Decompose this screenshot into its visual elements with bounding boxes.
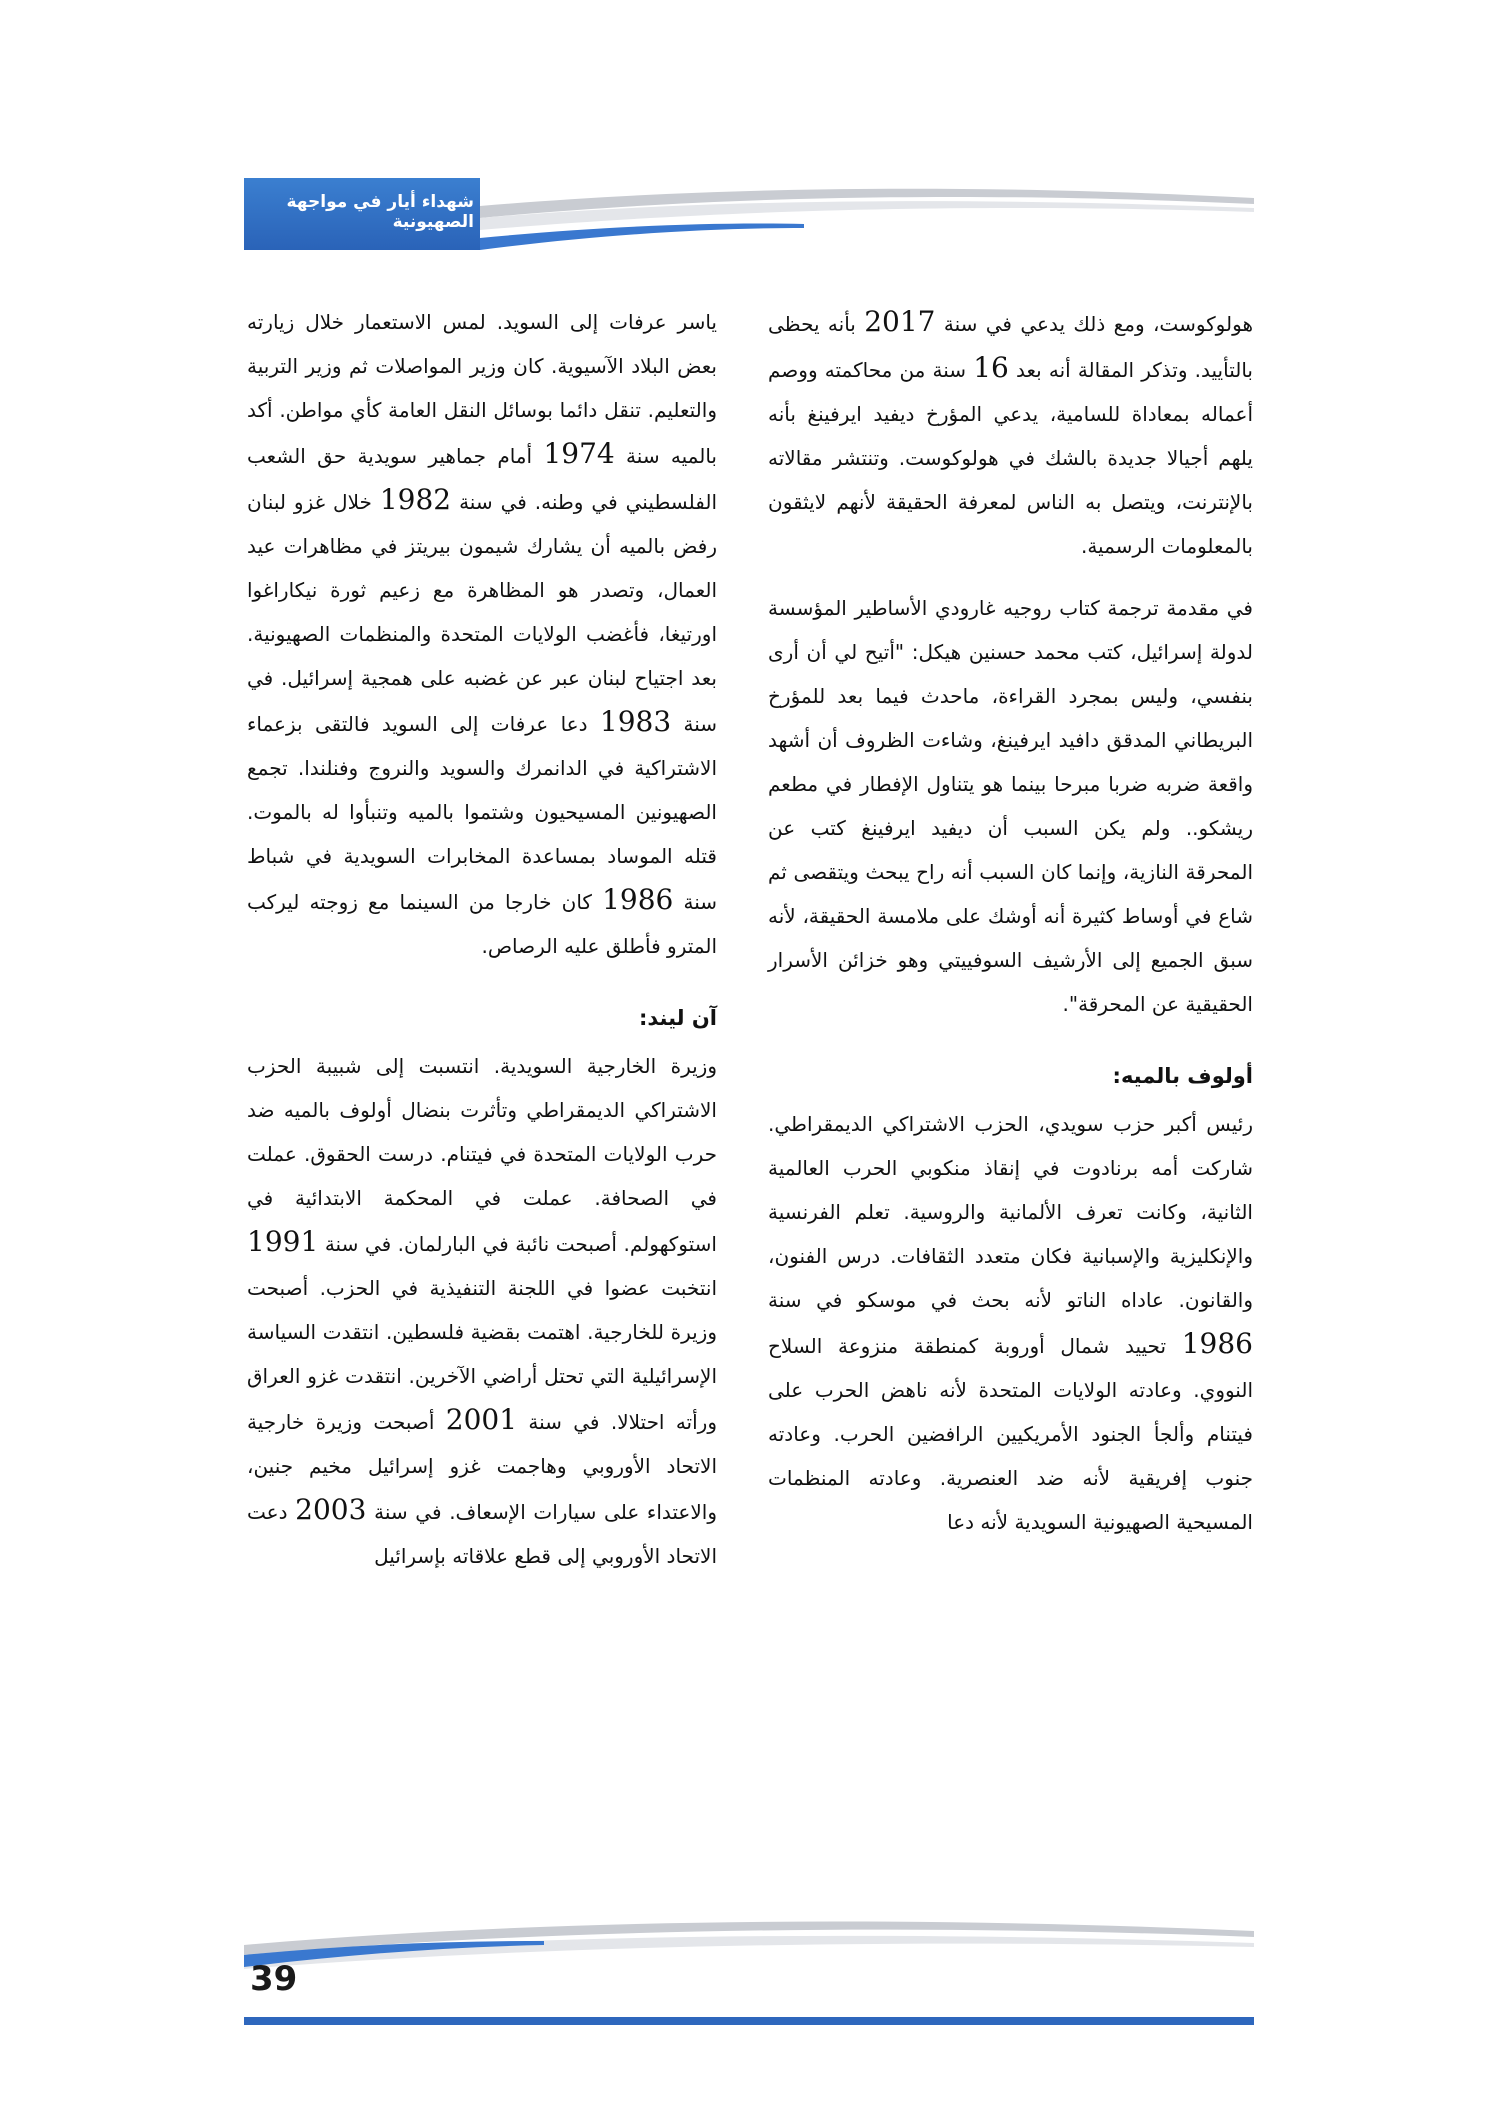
section-heading-olof-palme: أولوف بالميه: [1112, 1064, 1253, 1088]
left-column [247, 300, 717, 1596]
section-heading-anna-lindh: آن ليند: [639, 1006, 717, 1030]
footer-swoosh [244, 1915, 1254, 1975]
paragraph-palme-continued: ياسر عرفات إلى السويد. لمس الاستعمار خلال زيارته بعض البلاد الآسيوية. كان وزير المواصلات ثم وزير التربية والتعليم. تنقل دائما بوسائل النقل العامة كأي مواطن. أكد بالميه سنة 1974 أمام جماهير سويدية حق الشعب الفلسطيني في وطنه. في سنة 1982 خلال غزو لبنان رفض بالميه أن يشارك شيمون بيريتز في مظاهرات عيد العمال، وتصدر هو المظاهرة مع زعيم ثورة نيكاراغوا اورتيغا، فأغضب الولايات المتحدة والمنظمات الصهيونية. بعد اجتياح لبنان عبر عن غضبه على همجية إسرائيل. في سنة 1983 دعا عرفات إلى السويد فالتقى بزعماء الاشتراكية في الدانمرك والسويد والنروج وفنلندا. تجمع الصهيونين المسيحيون وشتموا بالميه وتنبأوا له بالموت. قتله الموساد بمساعدة المخابرات السويدية في شباط سنة 1986 كان خارجا من السينما مع زوجته ليركب المترو فأطلق عليه الرصاص. [247, 310, 718, 958]
paragraph-anna-lindh: وزيرة الخارجية السويدية. انتسبت إلى شبيبة الحزب الاشتراكي الديمقراطي وتأثرت بنضال أولوف بالميه ضد حرب الولايات المتحدة في فيتنام. درست الحقوق. عملت في الصحافة. عملت في المحكمة الابتدائية في استوكهولم. أصبحت نائبة في البارلمان. في سنة 1991 انتخبت عضوا في اللجنة التنفيذية في الحزب. أصبحت وزيرة للخارجية. اهتمت بقضية فلسطين. انتقدت السياسة الإسرائيلية التي تحتل أراضي الآخرين. انتقدت غزو العراق ورأته احتلالا. في سنة 2001 أصبحت وزيرة خارجية الاتحاد الأوروبي وهاجمت غزو إسرائيل مخيم جنين، والاعتداء على سيارات الإسعاف. في سنة 2003 دعت الاتحاد الأوروبي إلى قطع علاقاته بإسرائيل [247, 1054, 717, 1568]
footer-rule [244, 2017, 1254, 2025]
right-column [768, 300, 1253, 1562]
header-title-tab [244, 178, 480, 250]
page-number: 39 [250, 1959, 298, 1999]
header-title: شهداء أيار في مواجهة الصهيونية [286, 192, 474, 232]
page-header [244, 178, 1254, 250]
paragraph-holocaust: هولوكوست، ومع ذلك يدعي في سنة 2017 بأنه يحظى بالتأييد. وتذكر المقالة أنه بعد 16 سنة من محاكمته ووصم أعماله بمعاداة للسامية، يدعي المؤرخ ديفيد ايرفينغ بأنه يلهم أجيالا جديدة بالشك في هولوكوست. وتنتشر مقالاته بالإنترنت، ويتصل به الناس لمعرفة الحقيقة لأنهم لايثقون بالمعلومات الرسمية. [768, 305, 1253, 558]
paragraph-olof-palme: رئيس أكبر حزب سويدي، الحزب الاشتراكي الديمقراطي. شاركت أمه برنادوت في إنقاذ منكوبي الحرب العالمية الثانية، وكانت تعرف الألمانية والروسية. تعلم الفرنسية والإنكليزية والإسبانية فكان متعدد الثقافات. درس الفنون، والقانون. عاداه الناتو لأنه بحث في موسكو في سنة 1986 تحييد شمال أوروبة كمنطقة منزوعة السلاح النووي. وعادته الولايات المتحدة لأنه ناهض الحرب على فيتنام وألجأ الجنود الأمريكيين الرافضين الحرب. وعادته جنوب إفريقية لأنه ضد العنصرية. وعادته المنظمات المسيحية الصهيونية السويدية لأنه دعا [768, 1112, 1253, 1534]
paragraph-heikal-quote: في مقدمة ترجمة كتاب روجيه غارودي الأساطير المؤسسة لدولة إسرائيل، كتب محمد حسنين هيكل: "أتيح لي أن أرى بنفسي، وليس بمجرد القراءة، ماحدث فيما بعد للمؤرخ البريطاني المدقق دافيد ايرفينغ، وشاءت الظروف أن أشهد واقعة ضربه ضربا مبرحا بينما هو يتناول الإفطار في مطعم ريشكو.. ولم يكن السبب أن ديفيد ايرفينغ كتب عن المحرقة النازية، وإنما كان السبب أنه راح يبحث ويتقصى ثم شاع في أوساط كثيرة أنه أوشك على ملامسة الحقيقة، لأنه سبق الجميع إلى الأرشيف السوفييتي وهو خزائن الأسرار الحقيقية عن المحرقة". [768, 596, 1253, 1016]
page-footer [244, 1915, 1254, 2025]
